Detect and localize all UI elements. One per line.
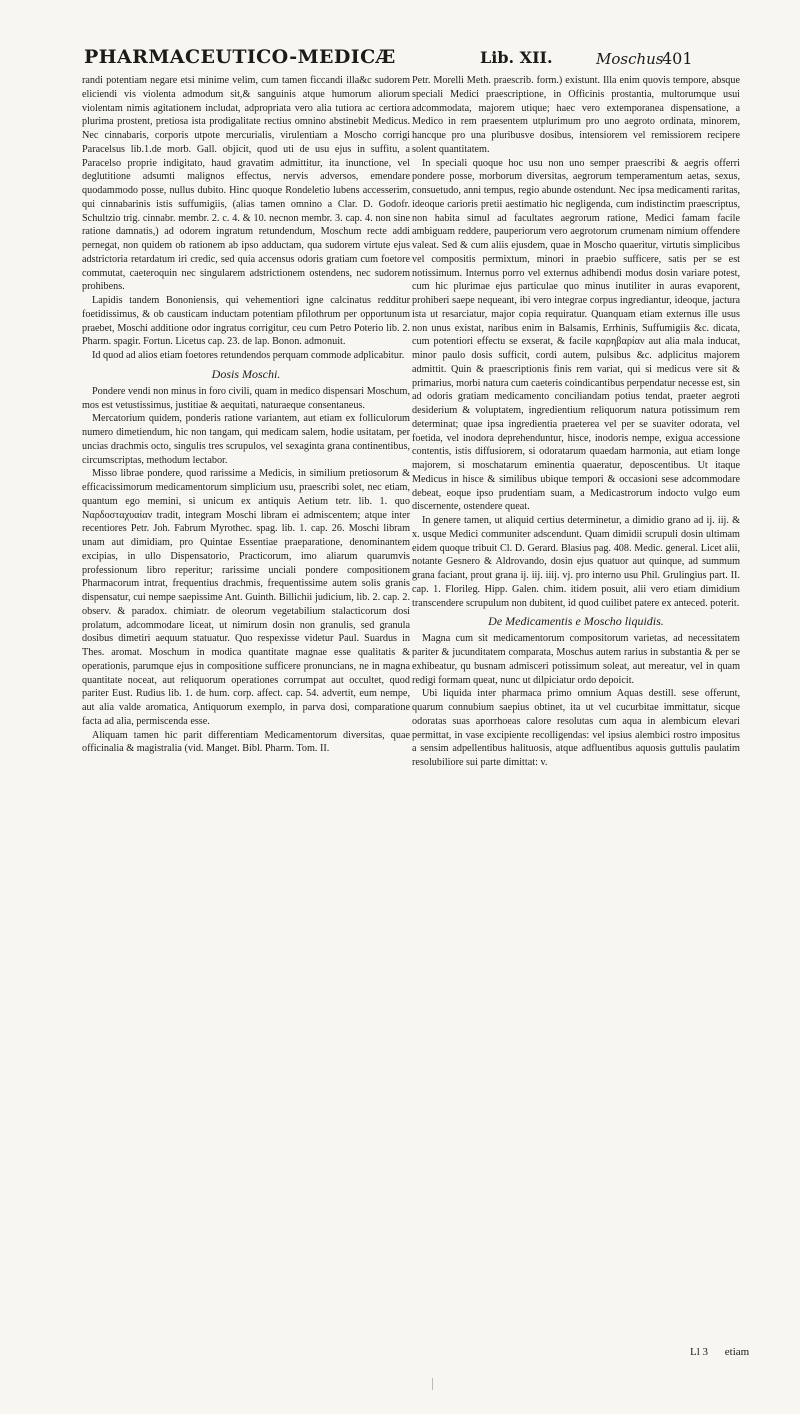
catchword: etiam <box>724 1346 750 1358</box>
paragraph: Pondere vendi non minus in foro civili, quam in medico dispensari Moschum, mos est vetustissimus, justitiae & aequitati, naturaeque consentaneus. <box>82 385 410 411</box>
paragraph: randi potentiam negare etsi minime velim, cum tamen ficcandi illa&c sudorem eliciendi vis violenta admodum sit,& sanguinis atque humorum aliorum violentam nimis agitationem includat, adpropriata vero alia tutiora ac certiora plurima prostent, pretiosa ista prodigalitate rectius omnino abstinebit Medicus. Nec cinnabaris, corporis utpote mercurialis, virulentiam a Moscho corrigi Paracelsus lib.1.de morb. Gall. objicit, quod uti de usu ejus in suffitu, a Paracelso proprie indigitato, haud gravatim admittitur, ita inunctione, vel deglutitione adsumti malignos effectus, nervis adversos, emendare quodammodo posse, nullus dubito. Hinc quoque Rondeletio lubens accesserim, qui cinnabarinis istis suffumigiis, (alias tamen omnino a Clar. D. Godofr. Schultzio trig. cinnabr. membr. 2. c. 4. & 10. necnon membr. 3. cap. 4. non sine ratione damnatis,) ad odorem ingratum retundendum, Moschum recte addi pernegat, non quidem ob rationem ab ipso adductam, qua sudorem virtute ejus adstrictoria retardatum iri credic, sed quia accensus odoris gratiam cum foetore commutat, caeteroquin nec singularem adstrictionem ostendens, nec sudorem prohibens. <box>82 75 410 293</box>
book-number: Lib. XII. <box>480 48 553 67</box>
paper-mark <box>432 1378 439 1390</box>
right-column <box>412 74 740 770</box>
section-title: Moschus <box>596 50 664 68</box>
paragraph: Aliquam tamen hic parit differentiam Medicamentorum diversitas, quae officinalia & magistralia (vid. Manget. Bibl. Pharm. Tom. II. <box>82 729 410 755</box>
paragraph: Magna cum sit medicamentorum compositorum varietas, ad necessitatem pariter & jucunditatem comparata, Moschus autem rarius in substantia & per se exhibeatur, qu busnam admisceri potissimum soleat, aut mereatur, vel in quam redigi formam queat, nunc ut dilpiciatur ordo depoicit. <box>412 633 740 686</box>
signature-mark: Ll 3 <box>690 1346 709 1358</box>
paragraph: Mercatorium quidem, ponderis ratione variantem, aut etiam ex folliculorum numero dimetiendum, hic non tangam, qui medicam salem, hodie usitatam, per uncias drachmis octo, singulis tres scrupulos, vel sexaginta grana continentibus, circumscriptas, methodum lectabor. <box>82 413 410 466</box>
paragraph: In speciali quoque hoc usu non uno semper praescribi & aegris offerri pondere posse, morborum diversitas, aegrorum temperamentum aetas, sexus, consuetudo, anni tempus, regio abunde ostendunt. Nec ipsa medicamenti raritas, ideoque carioris pretii aestimatio hic negligenda, cum indistinctim praescriptus, non habita simul ad facultates aegrorum ratione, Medici famam facile ambiguam reddere, pauperiorum vero aegrotorum crumenam nimium offendere valeat. Sed & cum aliis ejusdem, quae in Moscho quaeritur, virtutis simplicibus vel compositis permixtum, minori in praebio sufficere, satis per se est notissimum. Internus porro vel externus adhibendi modus dosin variare potest, cum hic plurimae ejus particulae quo minus inutiliter in auras evaporent, prohiberi saepe nequeant, ibi vero integrae corpus ingrediantur, ideoque, jactura ista ut resarciatur, major copia requiratur. Quanquam etiam externus ille usus non unus existat, naribus enim in Balsamis, Errhinis, Suffumigiis &c. dicata, cum potentiori effectu se exserat, & facile καρηβαρίαν aut alia mala inducat, minor paulo dosis sufficit, cordi autem, pulsibus &c. adplicitus majorem admittit. Quin & praescriptionis finis rem variat, qui si medicus vere sit & primarius, morbi natura cum caeteris coindicantibus perpendatur necesse est, sin ad odoris gratiam medicamento conciliandam potius tendat, praeter aegroti desiderium & voluptatem, ingredientium reliquorum natura potissimum rem determinat; quae ipsa ingredientia praeterea vel per se suaviter odorata, vel foetida, vel inodora deprehenduntur, hisce, inodoris nempe, exigua accessione contentis, istis diffusiorem, si odoratarum quaedam harmonia, aut etiam longe majorem, si moschatarum eminentia quaeratur, deposcentibus. Ut itaque Medicus in hisce & similibus ubique tempori & occasioni sese adcommodare debeat, eoque ipso prudentiam suam, a Medicastrorum indocto vulgo eum discernente, ostendere queat. <box>412 157 740 513</box>
paragraph: Id quod ad alios etiam foetores retundendos perquam commode adplicabitur. <box>92 350 405 361</box>
section-heading: De Medicamentis e Moscho liquidis. <box>488 614 664 629</box>
page-header <box>84 46 694 74</box>
paragraph: Misso librae pondere, quod rarissime a Medicis, in similium pretiosorum & efficacissimorum medicamentorum simplicium usu, praescribi solet, nec etiam, quantum ego memini, si unicum ex antiquis Aetium tetr. lib. 1. quo Ναρδοσταχυαίαν tradit, integram Moschi libram ei admiscentem; atque inter recentiores Petr. Joh. Fabrum Myrothec. spag. lib. 1. cap. 26. Moschi libram unam aut dimidiam, pro Quintae Essentiae praeparatione, denominantem excipias, in ullo Dispensatorio, Practicorum, imo aliarum quarumvis professionum libro reperitur; rarissime unciali pondere compositionem Pharmacorum intrat, frequentius drachmis, frequentissime autem solis granis dispensatur, cui nempe saepissime Ant. Guinth. Billichii judicium, lib. 2. cap. 2. observ. & paradox. chimiatr. de oleorum vegetabilium stalacticorum dosi prolatum, adcommodare liceat, ut nimirum dosin non granulis, sed granula dosibus dimetiri aequum statuatur. Quo respexisse videtur Paul. Suardus in Thes. aromat. Moschum in modica quantitate magnae esse qualitatis & operationis, parumque ejus in compositione sufficere pronuncians, ne in magna quantitate noceat, aut reliquorum operationes corrumpat aut occultet, quod pariter Eust. Rudius lib. 1. de hum. corp. affect. cap. 54. advertit, eum nempe, aut alia valde aromatica, Antiquorum exemplo, in parva dosi, comparatione facta ad alia, permiscenda esse. <box>82 468 410 727</box>
running-title: PHARMACEUTICO-MEDICÆ <box>84 46 396 68</box>
section-heading: Dosis Moschi. <box>211 366 281 381</box>
left-column <box>82 74 410 756</box>
paragraph: In genere tamen, ut aliquid certius determinetur, a dimidio grano ad ij. iij. & x. usque Medici communiter adscendunt. Quam dimidii scrupuli dosin ultimam eidem quoque tribuit Cl. D. Gerard. Blasius pag. 408. Medic. general. Licet alii, notante Gesnero & Aldrovando, dosin ejus quatuor aut quinque, ad summum grana faciant, prout grana ij. iij. iiij. vj. pro interno usu Phil. Grulingius part. II. cap. 1. Florileg. Hipp. Galen. chim. itidem posuit, alii vero etiam dimidium transcendere scrupulum non dubitent, id quod cuilibet patere ex anteced. poterit. <box>412 515 740 609</box>
paragraph: Petr. Morelli Meth. praescrib. form.) existunt. Illa enim quovis tempore, absque speciali Medici praescriptione, in Officinis prostantia, multorumque usui adcommodata, majorem utique; haec vero extemporanea dispensatione, a Medico in rem praesentem utplurimum pro uno aegroto ordinata, minorem, hancque pro una pluribusve dosibus, intensiorem vel remissiorem recipere solent quantitatem. <box>412 75 740 155</box>
page-number: 401 <box>662 49 693 68</box>
paragraph: Ubi liquida inter pharmaca primo omnium Aquas destill. sese offerunt, quarum connubium saepius obtinet, ita ut vel cucurbitae immittatur, sicque odoratas suas aporrhoeas calore resolutas cum aqua in alembicum elevari permittat, in vase excipiente recolligendas: vel ipsius alembici rostro impositus a sensim adpellentibus halituosis, atque adfluentibus aquosis guttulis paulatim resolubiliore sui parte dimittat: v. <box>412 688 740 768</box>
page-footer <box>690 1346 763 1358</box>
paragraph: Lapidis tandem Bononiensis, qui vehementiori igne calcinatus redditur foetidissimus, & ob causticam inductam potentiam pfilothrum per opportunum praebet, Moschi additione odor ingratus corrigitur, ceu cum Petro Poterio lib. 2. Pharm. spagir. Fortun. Licetus cap. 23. de lap. Bonon. admonuit. <box>82 295 410 348</box>
